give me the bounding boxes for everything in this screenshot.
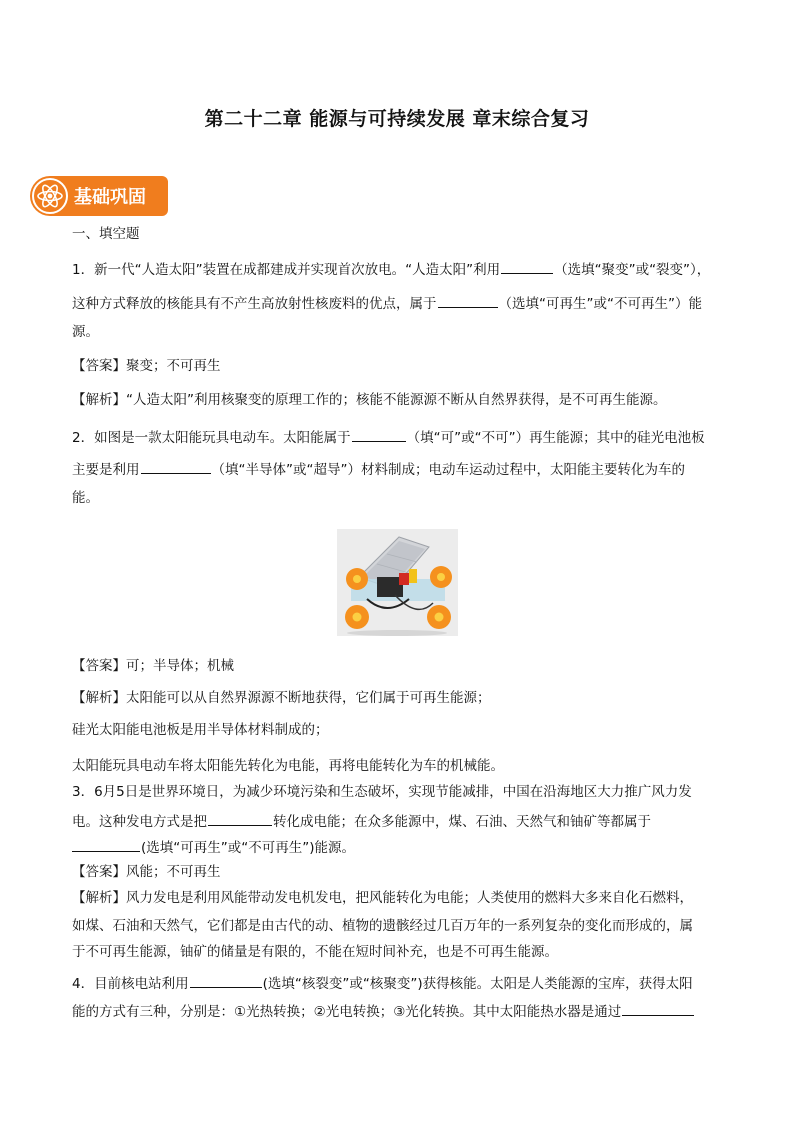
q2-blank-1 (352, 428, 406, 442)
q1-blank-2 (438, 294, 498, 308)
q2-analysis-text-1: 太阳能可以从自然界源源不断地获得，它们属于可再生能源； (126, 690, 491, 706)
q4-text-2a: 能的方式有三种，分别是：①光热转换；②光电转换；③光化转换。其中太阳能热水器是通过 (72, 1004, 622, 1020)
q3-analysis-text-1: 风力发电是利用风能带动发电机发电，把风能转化为电能；人类使用的燃料大多来自化石燃料， (126, 890, 693, 906)
analysis-tag: 【解析】 (72, 690, 126, 706)
q1-line-1 (72, 260, 710, 278)
q3-text-2a: 电。这种发电方式是把 (72, 814, 207, 830)
q3-analysis-1 (72, 892, 693, 906)
atom-icon (32, 178, 68, 214)
answer-tag: 【答案】 (72, 864, 126, 880)
q3-line-3 (72, 838, 355, 856)
q3-analysis-3: 于不可再生能源，铀矿的储量是有限的，不能在短时间补充，也是不可再生能源。 (72, 944, 558, 960)
q2-text-2b: （填“半导体”或“超导”）材料制成；电动车运动过程中，太阳能主要转化为车的 (211, 462, 685, 478)
q2-line-2 (72, 460, 685, 478)
q3-blank-1 (208, 812, 272, 826)
q4-text-1a: 4．目前核电站利用 (72, 976, 189, 992)
q4-line-1 (72, 974, 693, 992)
q2-line-1 (72, 428, 705, 446)
q3-line-1: 3．6月5日是世界环境日，为减少环境污染和生态破坏，实现节能减排，中国在沿海地区大力推广风力发 (72, 784, 692, 800)
q1-text-2b: （选填“可再生”或“不可再生”）能 (498, 296, 702, 312)
q3-text-3b: (选填“可再生”或“不可再生”)能源。 (141, 840, 356, 856)
q1-blank-1 (501, 260, 553, 274)
q2-text-1b: （填“可”或“不可”）再生能源；其中的硅光电池板 (406, 430, 705, 446)
answer-tag: 【答案】 (72, 658, 126, 674)
q1-line-2 (72, 294, 702, 312)
q1-text-2a: 这种方式释放的核能具有不产生高放射性核废料的优点，属于 (72, 296, 437, 312)
q3-text-2b: 转化成电能；在众多能源中，煤、石油、天然气和铀矿等都属于 (273, 814, 651, 830)
q4-blank-1 (190, 974, 262, 988)
q1-answer-text: 聚变；不可再生 (126, 358, 221, 374)
q3-answer-text: 风能；不可再生 (126, 864, 221, 880)
q1-line-3: 源。 (72, 324, 99, 340)
q2-analysis-1 (72, 692, 491, 706)
q3-analysis-2: 如煤、石油和天然气，它们都是由古代的动、植物的遗骸经过几百万年的一系列复杂的变化而形成的，属 (72, 918, 693, 934)
q1-analysis (72, 394, 667, 408)
section-banner (30, 176, 168, 216)
q1-answer (72, 360, 221, 374)
q3-blank-2 (72, 838, 140, 852)
q4-text-1b: (选填“核裂变”或“核聚变”)获得核能。太阳是人类能源的宝库，获得太阳 (262, 976, 693, 992)
q1-text-1b: （选填“聚变”或“裂变”）， (554, 262, 711, 278)
q2-analysis-3: 太阳能玩具电动车将太阳能先转化为电能，再将电能转化为车的机械能。 (72, 758, 504, 774)
q2-answer (72, 660, 234, 674)
q1-analysis-text: “人造太阳”利用核聚变的原理工作的；核能不能源源不断从自然界获得，是不可再生能源。 (126, 392, 667, 408)
q4-blank-2 (622, 1002, 694, 1016)
q2-answer-text: 可；半导体；机械 (126, 658, 234, 674)
analysis-tag: 【解析】 (72, 392, 126, 408)
section-heading: 一、填空题 (72, 226, 140, 242)
answer-tag: 【答案】 (72, 358, 126, 374)
q1-text-1a: 1．新一代“人造太阳”装置在成都建成并实现首次放电。“人造太阳”利用 (72, 262, 501, 278)
q4-line-2 (72, 1002, 695, 1020)
q2-analysis-2: 硅光太阳能电池板是用半导体材料制成的； (72, 722, 329, 738)
q2-line-3: 能。 (72, 490, 99, 506)
analysis-tag: 【解析】 (72, 890, 126, 906)
banner-label: 基础巩固 (74, 187, 146, 208)
q2-text-1a: 2．如图是一款太阳能玩具电动车。太阳能属于 (72, 430, 351, 446)
solar-car-image (337, 529, 458, 636)
q2-text-2a: 主要是利用 (72, 462, 140, 478)
q3-answer (72, 866, 221, 880)
q3-line-2 (72, 812, 651, 830)
q2-blank-2 (141, 460, 211, 474)
page-title: 第二十二章 能源与可持续发展 章末综合复习 (204, 108, 590, 130)
